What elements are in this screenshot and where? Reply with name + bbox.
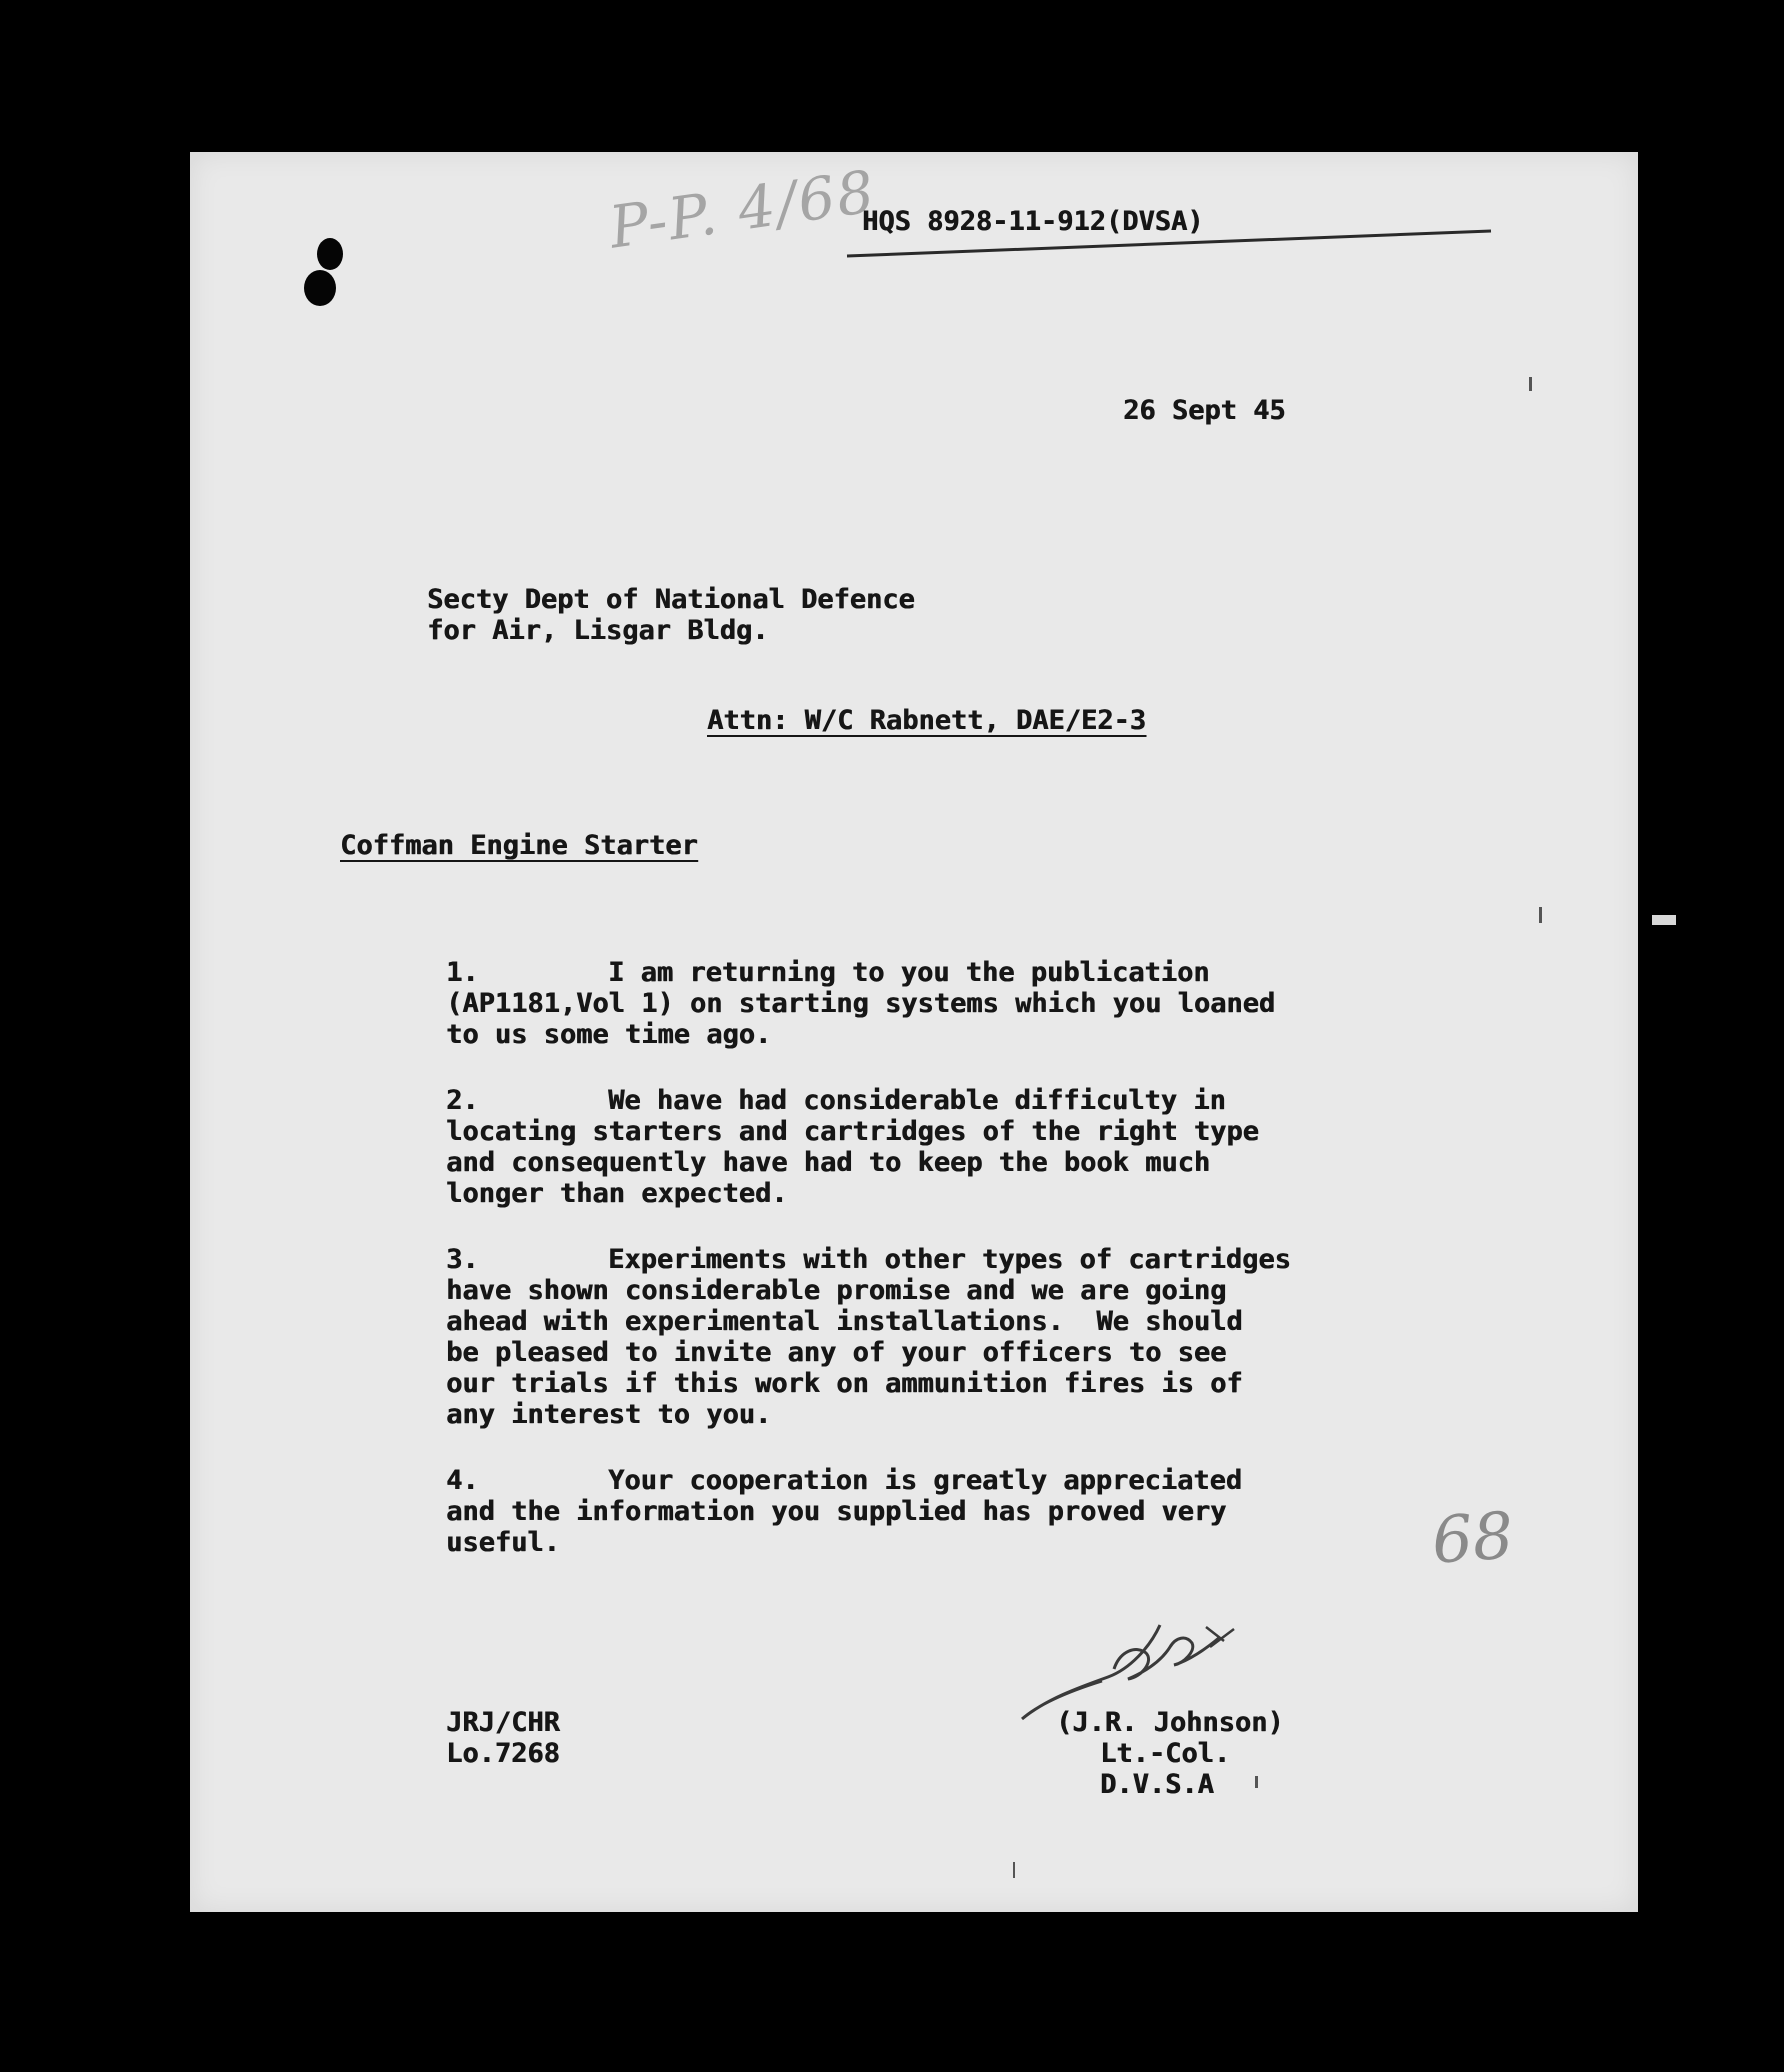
paragraph-1-line-2: (AP1181,Vol 1) on starting systems which you loaned [446, 988, 1276, 1019]
letter-date: 26 Sept 45 [1123, 395, 1286, 426]
paragraph-4-text: Your cooperation is greatly appreciated [608, 1465, 1242, 1496]
paragraph-3-line-4: be pleased to invite any of your officers to see [446, 1337, 1227, 1368]
signatory-office: D.V.S.A [1100, 1769, 1214, 1800]
paragraph-1-text: I am returning to you the publication [608, 957, 1210, 988]
signatory-rank: Lt.-Col. [1100, 1738, 1231, 1769]
edge-tab [1652, 915, 1676, 925]
paragraph-3-text: Experiments with other types of cartridges [608, 1244, 1291, 1275]
stray-mark [1529, 377, 1532, 391]
paragraph-2-line-2: locating starters and cartridges of the right type [446, 1116, 1259, 1147]
paragraph-4-line-3: useful. [446, 1527, 560, 1558]
reference-initials: JRJ/CHR [446, 1707, 560, 1738]
folio-number: 68 [1429, 1499, 1516, 1579]
file-reference: HQS 8928-11-912(DVSA) [862, 206, 1204, 237]
paragraph-3-line-2: have shown considerable promise and we are going [446, 1275, 1227, 1306]
paragraph-3-line-5: our trials if this work on ammunition fires is of [446, 1368, 1243, 1399]
paragraph-2-line-4: longer than expected. [446, 1178, 788, 1209]
subject-heading: Coffman Engine Starter [340, 830, 698, 861]
stray-mark [1255, 1776, 1258, 1788]
paragraph-4-number: 4. [446, 1465, 479, 1496]
addressee-line-2: for Air, Lisgar Bldg. [427, 615, 769, 646]
signatory-name: (J.R. Johnson) [1056, 1707, 1284, 1738]
paragraph-1-number: 1. [446, 957, 479, 988]
paragraph-4-line-2: and the information you supplied has proved very [446, 1496, 1227, 1527]
stray-mark [1013, 1862, 1015, 1878]
file-reference-underline [845, 226, 1495, 258]
attention-line: Attn: W/C Rabnett, DAE/E2-3 [707, 705, 1146, 736]
paragraph-3-line-1 [446, 1244, 1291, 1275]
stray-mark [1539, 907, 1542, 923]
paragraph-3-line-3: ahead with experimental installations. We should [446, 1306, 1243, 1337]
letter-sheet [190, 152, 1638, 1912]
paragraph-3-number: 3. [446, 1244, 479, 1275]
paragraph-2-text: We have had considerable difficulty in [608, 1085, 1226, 1116]
paragraph-3-line-6: any interest to you. [446, 1399, 772, 1430]
paragraph-2-number: 2. [446, 1085, 479, 1116]
addressee-line-1: Secty Dept of National Defence [427, 584, 915, 615]
paragraph-4-line-1 [446, 1465, 1242, 1496]
paragraph-1-line-1 [446, 957, 1209, 988]
paragraph-2-line-1 [446, 1085, 1226, 1116]
punch-hole-mark [304, 234, 348, 314]
paragraph-2-line-3: and consequently have had to keep the book much [446, 1147, 1211, 1178]
handwritten-reference: P-P. 4/68 [605, 157, 880, 262]
local-extension: Lo.7268 [446, 1738, 560, 1769]
paragraph-1-line-3: to us some time ago. [446, 1019, 772, 1050]
